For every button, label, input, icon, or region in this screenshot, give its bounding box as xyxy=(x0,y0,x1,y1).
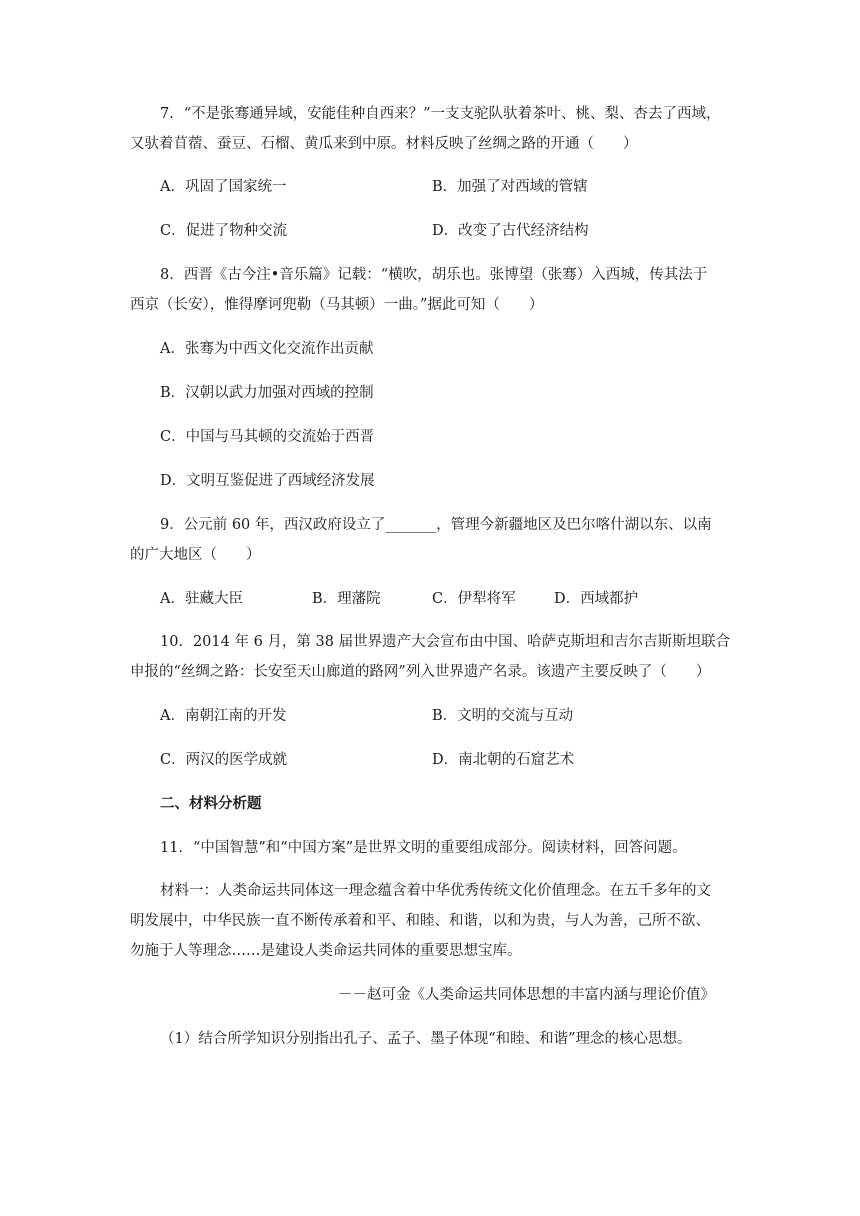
q11-material1-line2: 明发展中，中华民族一直不断传承着和平、和睦、和谐，以和为贵，与人为善，己所不欲、 xyxy=(130,913,710,929)
q10-option-c: C．两汉的医学成就 xyxy=(160,752,288,768)
q11-subquestion-1: （1）结合所学知识分别指出孔子、孟子、墨子体现“和睦、和谐”理念的核心思想。 xyxy=(160,1031,692,1047)
q8-option-a: A．张骞为中西文化交流作出贡献 xyxy=(160,341,374,357)
q10-stem-line2: 申报的“丝绸之路：长安至天山廊道的路网”列入世界遗产名录。该遗产主要反映了（ ） xyxy=(130,664,711,680)
q8-option-d: D．文明互鉴促进了西域经济发展 xyxy=(160,473,375,489)
q11-material1-line1: 材料一：人类命运共同体这一理念蕴含着中华优秀传统文化价值理念。在五千多年的文 xyxy=(160,883,711,899)
q7-stem-line1: 7．“不是张骞通异域，安能佳种自西来？”一支支驼队驮着茶叶、桃、梨、杏去了西域， xyxy=(160,106,721,122)
q8-option-c: C．中国与马其顿的交流始于西晋 xyxy=(160,429,375,445)
q10-option-b: B．文明的交流与互动 xyxy=(432,708,574,724)
q7-stem-line2: 又驮着苜蓿、蚕豆、石榴、黄瓜来到中原。材料反映了丝绸之路的开通（ ） xyxy=(130,136,638,152)
section-heading: 二、材料分析题 xyxy=(160,795,262,812)
q10-option-a: A．南朝江南的开发 xyxy=(160,708,287,724)
q8-option-b: B．汉朝以武力加强对西域的控制 xyxy=(160,385,374,401)
q7-option-c: C．促进了物种交流 xyxy=(160,223,288,239)
q7-option-b: B．加强了对西域的管辖 xyxy=(432,179,588,195)
q8-stem-line2: 西京（长安），惟得摩诃兜勒（马其顿）一曲。”据此可知（ ） xyxy=(130,297,544,313)
q11-intro: 11．“中国智慧”和“中国方案”是世界文明的重要组成部分。阅读材料，回答问题。 xyxy=(160,840,687,856)
q7-option-d: D．改变了古代经济结构 xyxy=(432,223,589,239)
q11-source-citation: －－赵可金《人类命运共同体思想的丰富内涵与理论价值》 xyxy=(338,987,715,1003)
q8-stem-line1: 8．西晋《古今注•音乐篇》记载：“横吹，胡乐也。张博望（张骞）入西城，传其法于 xyxy=(160,267,708,283)
q9-option-a: A．驻藏大臣 xyxy=(160,591,243,607)
q9-option-d: D．西域都护 xyxy=(554,591,639,607)
q10-option-d: D．南北朝的石窟艺术 xyxy=(432,752,575,768)
q7-option-a: A．巩固了国家统一 xyxy=(160,179,287,195)
q9-option-b: B．理藩院 xyxy=(312,591,381,607)
q10-stem-line1: 10．2014 年 6 月，第 38 届世界遗产大会宣布由中国、哈萨克斯坦和吉尔吉斯斯坦联合 xyxy=(160,634,731,650)
q9-stem-line1: 9．公元前 60 年，西汉政府设立了_______，管理今新疆地区及巴尔喀什湖以东、以南 xyxy=(160,517,712,533)
q9-stem-line2: 的广大地区（ ） xyxy=(130,547,261,563)
q11-material1-line3: 勿施于人等理念……是建设人类命运共同体的重要思想宝库。 xyxy=(130,943,522,959)
q9-option-c: C．伊犁将军 xyxy=(432,591,516,607)
